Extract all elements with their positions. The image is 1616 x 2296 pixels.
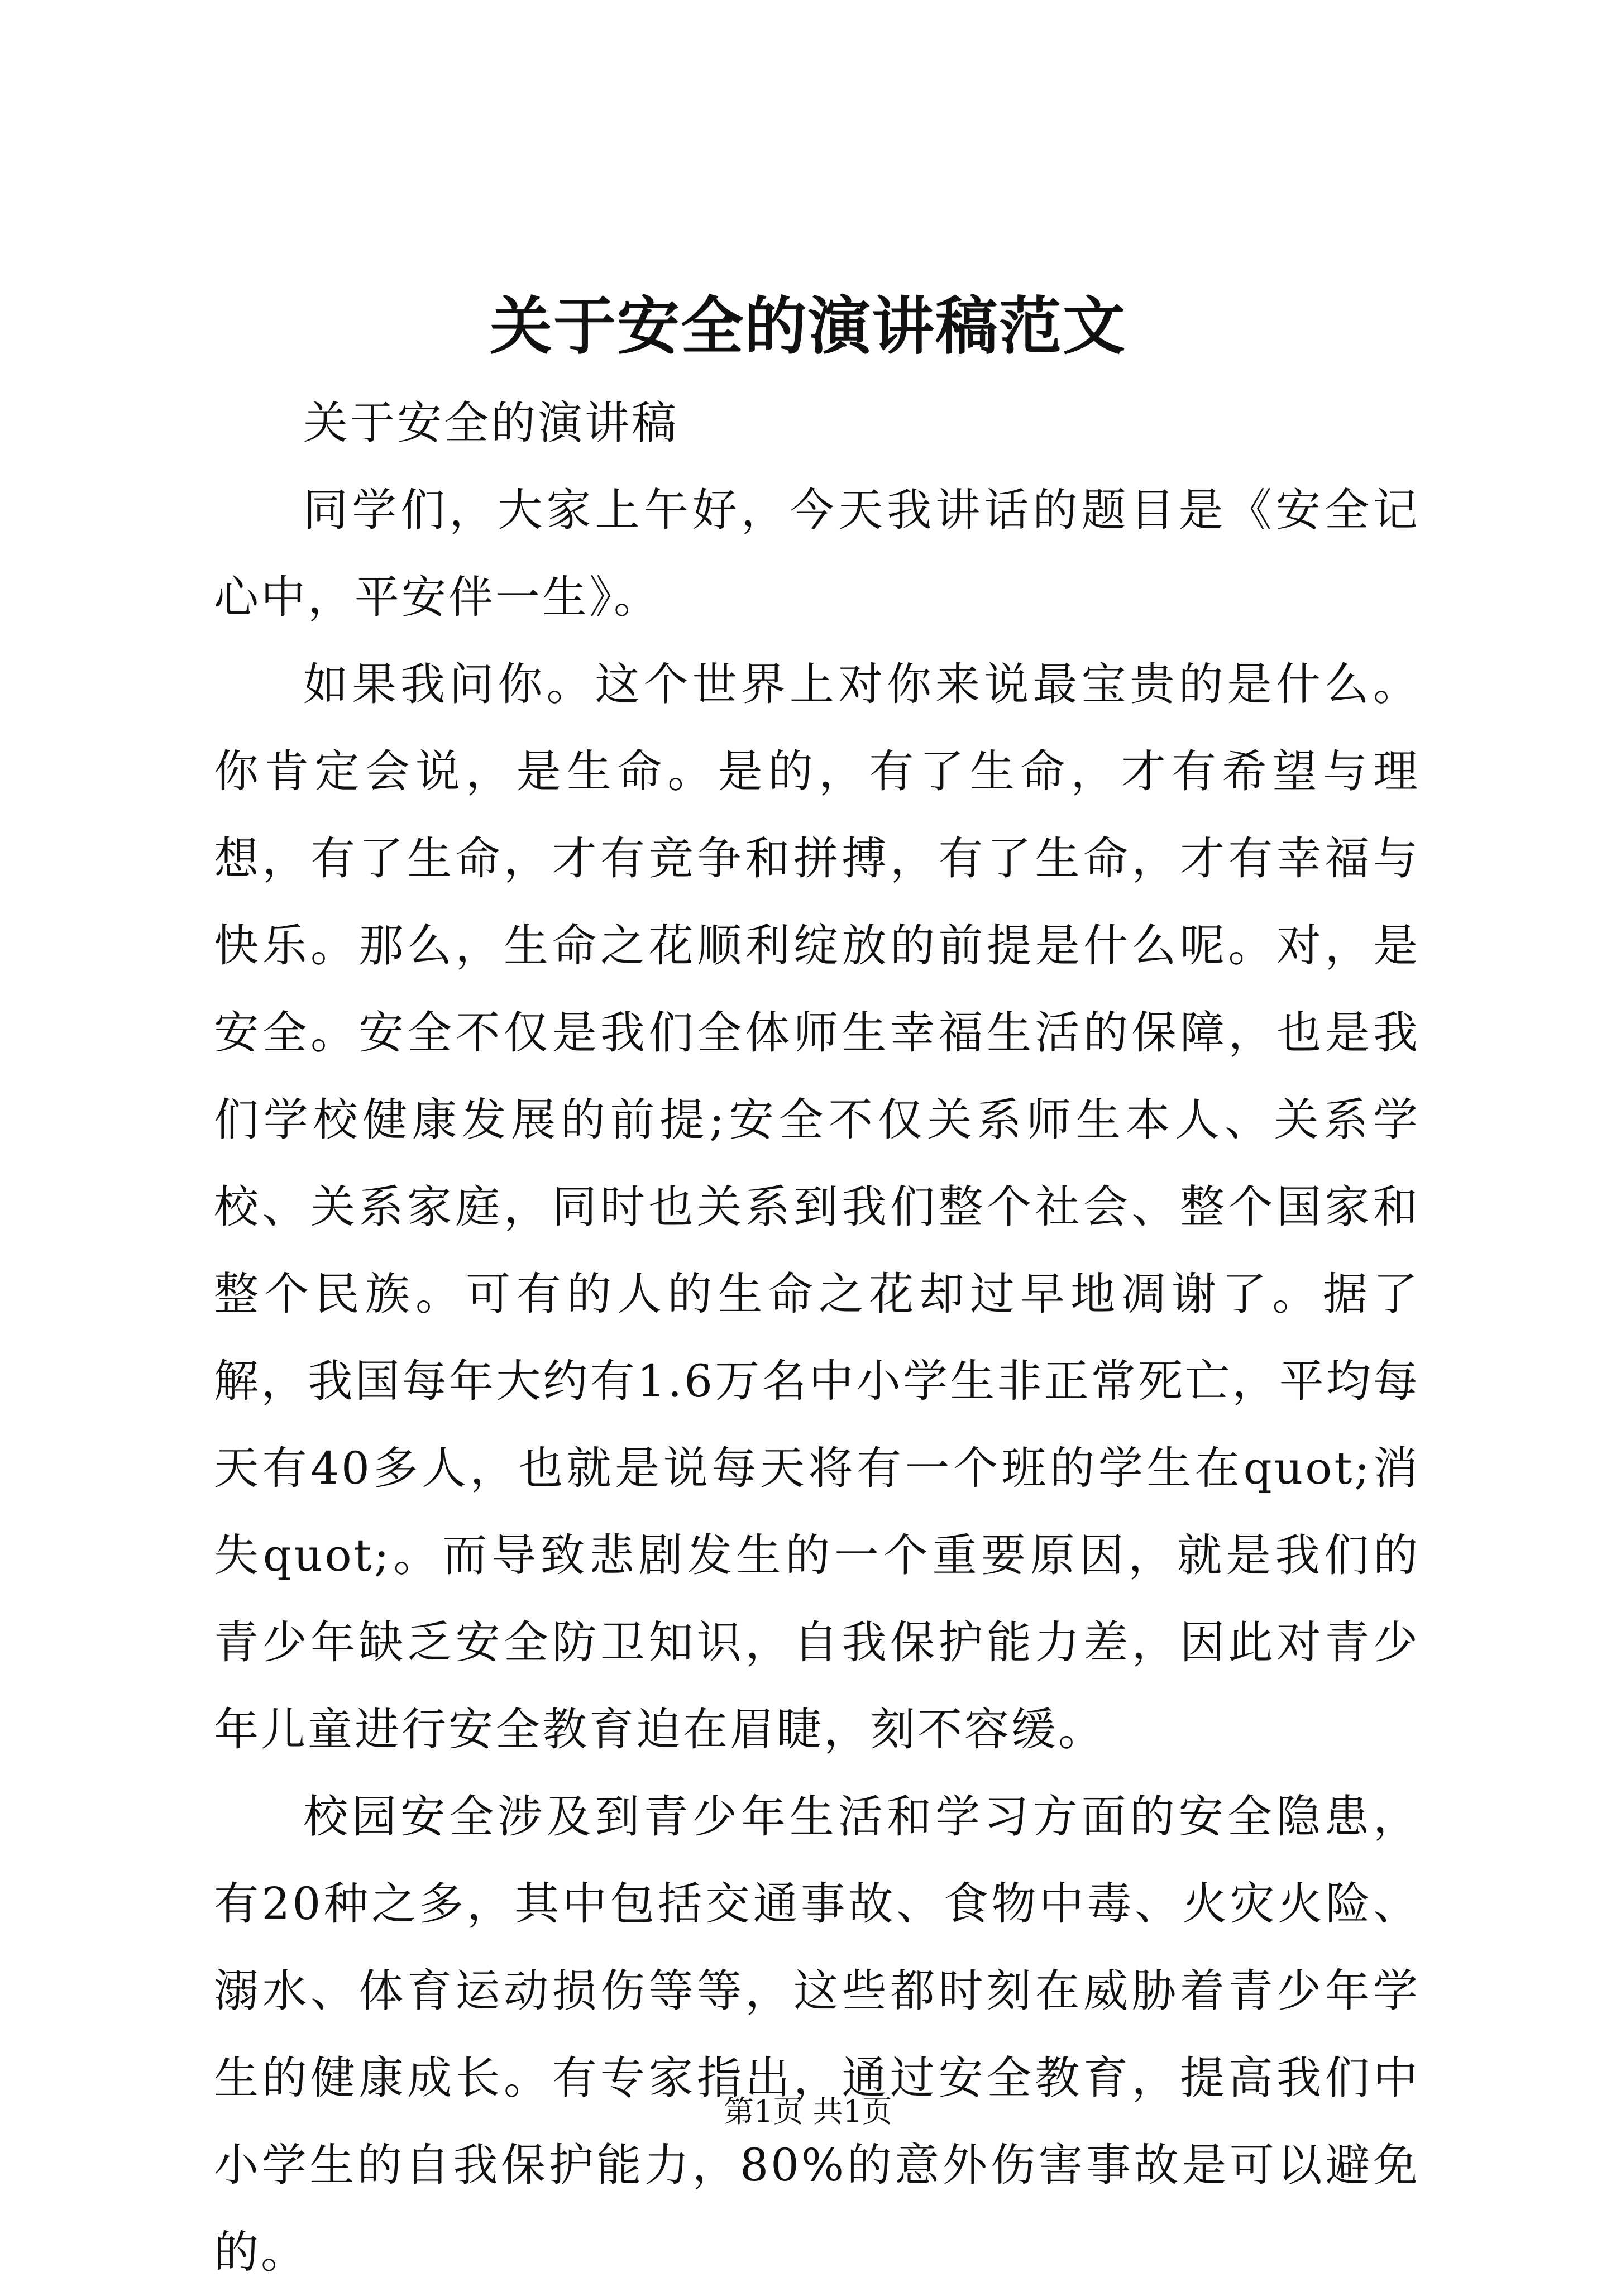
paragraph-subtitle: 关于安全的演讲稿 — [303, 397, 678, 449]
page-footer: 第1页 共1页 — [724, 2094, 892, 2129]
paragraph-life-safety: 如果我问你。这个世界上对你来说最宝贵的是什么。你肯定会说，是生命。是的，有了生命，才有希望与理想，有了生命，才有竞争和拼搏，有了生命，才有幸福与快乐。那么，生命之花顺利绽放的前提是什么呢。对，是安全。安全不仅是我们全体师生幸福生活的保障，也是我们学校健康发展的前提;安全不仅关系师生本人、关系学校、关系家庭，同时也关系到我们整个社会、整个国家和整个民族。可有的人的生命之花却过早地凋谢了。据了解，我国每年大约有1.6万名中小学生非正常死亡，平均每天有40多人，也就是说每天将有一个班的学生在quot;消失quot;。而导致悲剧发生的一个重要原因，就是我们的青少年缺乏安全防卫知识，自我保护能力差，因此对青少年儿童进行安全教育迫在眉睫，刻不容缓。 — [214, 658, 1420, 1756]
document-title: 关于安全的演讲稿范文 — [490, 290, 1126, 363]
paragraph-greeting: 同学们，大家上午好，今天我讲话的题目是《安全记心中，平安伴一生》。 — [214, 484, 1420, 623]
paragraph-campus-safety: 校园安全涉及到青少年生活和学习方面的安全隐患，有20种之多，其中包括交通事故、食物中毒、火灾火险、溺水、体育运动损伤等等，这些都时刻在威胁着青少年学生的健康成长。有专家指出，通过安全教育，提高我们中小学生的自我保护能力，80%的意外伤害事故是可以避免的。 — [214, 1791, 1420, 2278]
document-body — [214, 380, 1420, 2296]
